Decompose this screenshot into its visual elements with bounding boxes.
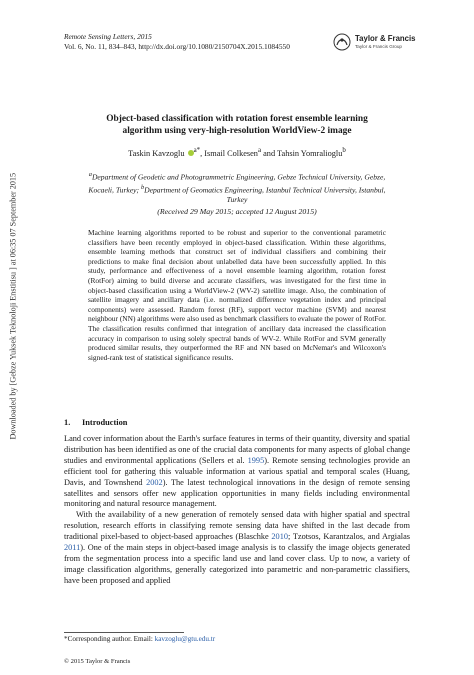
email-link[interactable]: kavzoglu@gtu.edu.tr [154, 635, 216, 643]
author-marks: a* [193, 147, 201, 154]
author-marks: a [257, 147, 262, 154]
paragraph [64, 510, 410, 586]
author-name[interactable]: Taskin Kavzoglu [128, 148, 185, 158]
publisher-logo[interactable] [333, 32, 416, 54]
copyright: © 2015 Taylor & Francis [64, 658, 131, 665]
affiliation-a: Department of Geodetic and Photogrammetric Engineering, Gebze Technical University, Gebze, Kocaeli, Turkey; [88, 172, 386, 195]
journal-header [64, 32, 290, 52]
footnote-label: *Corresponding author. Email: [64, 635, 155, 643]
affiliations [80, 170, 394, 205]
affiliation-b: Department of Geomatics Engineering, Istanbul Technical University, Istanbul, Turkey [144, 185, 386, 205]
author-name[interactable]: Ismail Colkesen [204, 148, 258, 158]
affiliation-mark: b [140, 183, 145, 191]
body-text [64, 434, 410, 587]
text-run: Land cover information about the Earth's surface features in terms of their quantity, diversity and spatial distribution has been identified as one of the crucial data components for many aspects of global change studies and environmental applications (Sellers et al. [64, 434, 410, 465]
section-number: 1. [64, 418, 71, 427]
footnote [64, 635, 215, 643]
text-run: ). The latest technological innovations in the design of remote sensing satellites and sensors offer new application opportunities in many fields including environmental monitoring and natural resource management. [64, 477, 410, 509]
section-heading [64, 418, 127, 427]
download-watermark: Downloaded by [Gebze Yuksek Teknoloji Enstitisu ] at 06:35 07 September 2015 [8, 172, 18, 440]
text-run: ). Remote sensing technologies provide an efficient tool for gathering this valuable information at various spatial and temporal scales (Huang, Davis, and Townshend [64, 455, 410, 487]
citation-link[interactable]: 2002 [146, 477, 163, 487]
publisher-name: Taylor & Francis [355, 34, 416, 43]
text-run: ). One of the main steps in object-based image analysis is to classify the image objects generated from the segmentation process into a specific land use and land cover class. Up to now, a variety of image classification algorithms, generally categorized into parametric and non-parametric classifiers, have been proposed and applied [64, 543, 410, 585]
article-title [64, 113, 410, 137]
footnote-divider [64, 632, 184, 633]
abstract: Machine learning algorithms reported to be robust and superior to the conventional parametric classifiers have been recently employed in object-based classification. Within these algorithms, ensemble learning methods that construct set of individual classifiers and combining their predictions to make final decision about unlabelled data have been successfully applied. In this study, performance and effectiveness of a novel ensemble learning algorithm, rotation forest (RotFor) aiming to build diverse and accurate classifiers, was investigated for the first time in object-based classification using a WorldView-2 (WV-2) satellite image. Also, the combination of satellite imagery and ancillary data (i.e. normalized difference vegetation index and principal components) were assessed. Random forest (RF), support vector machine (SVM) and nearest neighbour (NN) algorithms were also used as benchmark classifiers to evaluate the power of RotFor. The classification results confirmed that integration of ancillary data increased the classification accuracy in comparison to using solely spectral bands of WV-2. While RotFor and SVM generally produced similar results, they outperformed the RF and NN based on McNemar's and Wilcoxon's signed-rank test of statistical significance results. [88, 228, 386, 362]
title-line: algorithm using very-high-resolution WorldView-2 image [122, 126, 352, 136]
publisher-logo-icon [333, 33, 351, 51]
citation-link[interactable]: 2010 [271, 532, 288, 542]
journal-name: Remote Sensing Letters, 2015 [64, 32, 152, 41]
author-marks: b [342, 147, 346, 154]
author-list: Taskin Kavzoglu $^{a*}$, Ismail Colkesen$^a$ and Tahsin Yomralioglu$^b$ [128, 147, 346, 158]
text-run: ; Tzotsos, Karantzalos, and Argialas [287, 532, 410, 542]
volume-info: Vol. 6, No. 11, 834–843, http://dx.doi.org/10.1080/2150704X.2015.1084550 [64, 42, 290, 51]
affiliation-mark: a [88, 171, 92, 178]
received-dates: (Received 29 May 2015; accepted 12 August 2015) [157, 207, 317, 216]
text-run: With the availability of a new generation of remotely sensed data with higher spatial and spectral resolution, research efforts in classifying remote sensing data have shifted in the last decade from traditional pixel-based to object-based approaches (Blaschke [64, 510, 410, 542]
paragraph [64, 434, 410, 510]
author-name[interactable]: Tahsin Yomralioglu [277, 148, 343, 158]
citation-link[interactable]: 2011 [64, 543, 81, 553]
citation-link[interactable]: 1995 [247, 455, 265, 465]
title-line: Object-based classification with rotation forest ensemble learning [106, 114, 368, 124]
publisher-subname: Taylor & Francis Group [355, 44, 402, 49]
section-title: Introduction [82, 418, 128, 427]
